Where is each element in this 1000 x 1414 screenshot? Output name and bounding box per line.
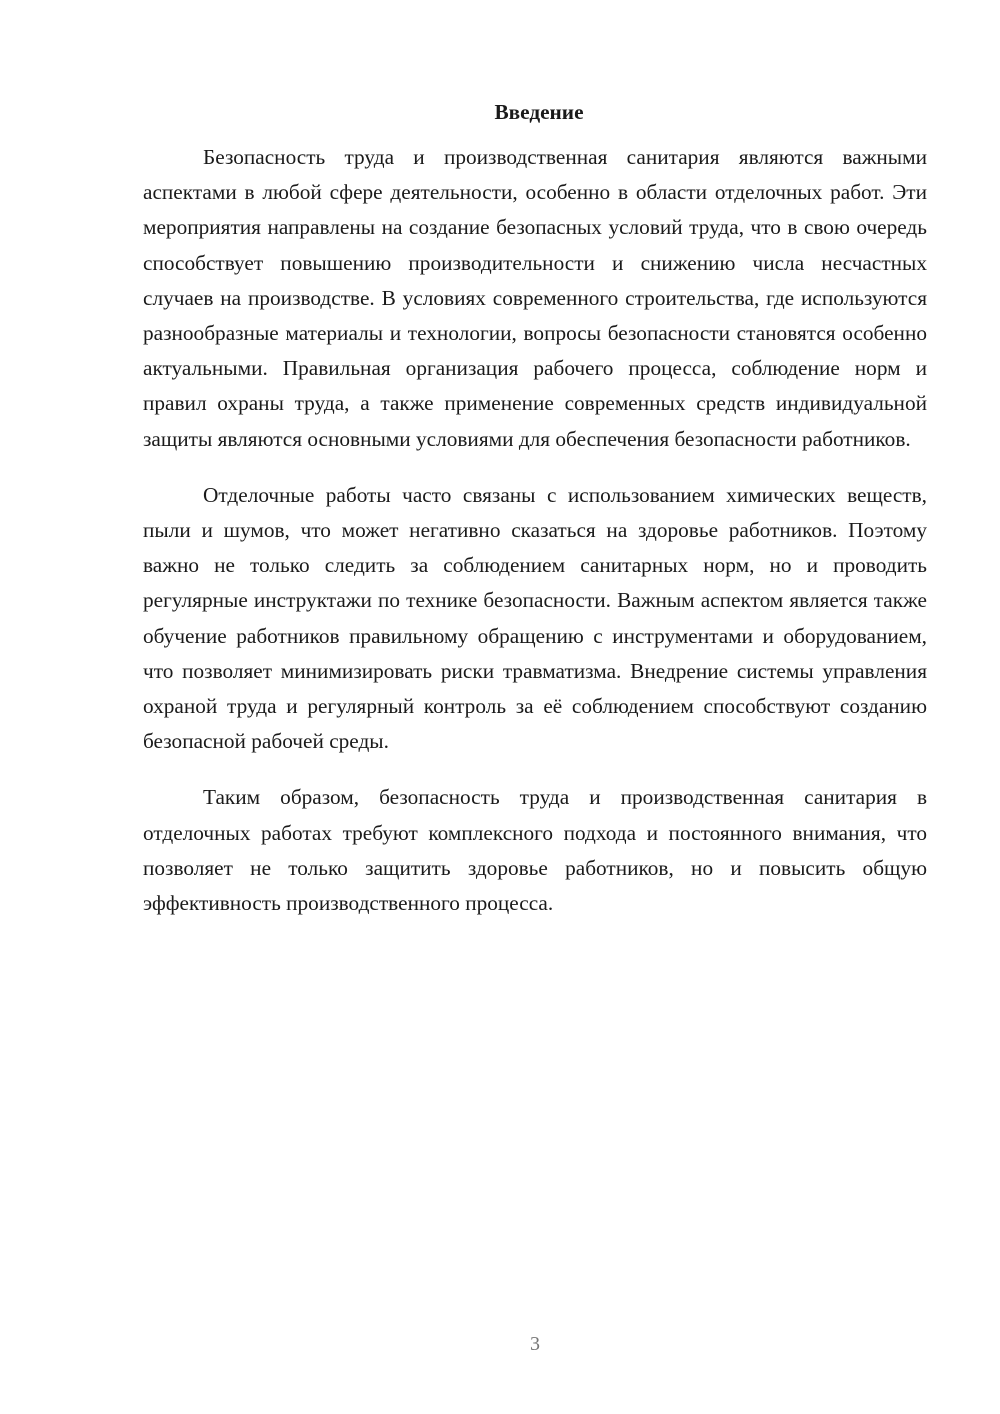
- page-number: 3: [530, 1333, 540, 1355]
- paragraph-2: Отделочные работы часто связаны с использованием химических веществ, пыли и шумов, что может негативно сказаться на здоровье работников. Поэтому важно не только следить за соблюдением санитарных норм, но и проводить регулярные инструктажи по технике безопасности. Важным аспектом является также обучение работников правильному обращению с инструментами и оборудованием, что позволяет минимизировать риски травматизма. Внедрение системы управления охраной труда и регулярный контроль за её соблюдением способствуют созданию безопасной рабочей среды.: [143, 482, 927, 754]
- paragraph-3: Таким образом, безопасность труда и производственная санитария в отделочных работах требуют комплексного подхода и постоянного внимания, что позволяет не только защитить здоровье работников, но и повысить общую эффективность производственного процесса.: [143, 785, 927, 916]
- page-content: [143, 96, 927, 942]
- section-heading: Введение: [494, 100, 584, 124]
- paragraph-1: Безопасность труда и производственная санитария являются важными аспектами в любой сфере деятельности, особенно в области отделочных работ. Эти мероприятия направлены на создание безопасных условий труда, что в свою очередь способствует повышению производительности и снижению числа несчастных случаев на производстве. В условиях современного строительства, где используются разнообразные материалы и технологии, вопросы безопасности становятся особенно актуальными. Правильная организация рабочего процесса, соблюдение норм и правил охраны труда, а также применение современных средств индивидуальной защиты являются основными условиями для обеспечения безопасности работников.: [143, 145, 927, 451]
